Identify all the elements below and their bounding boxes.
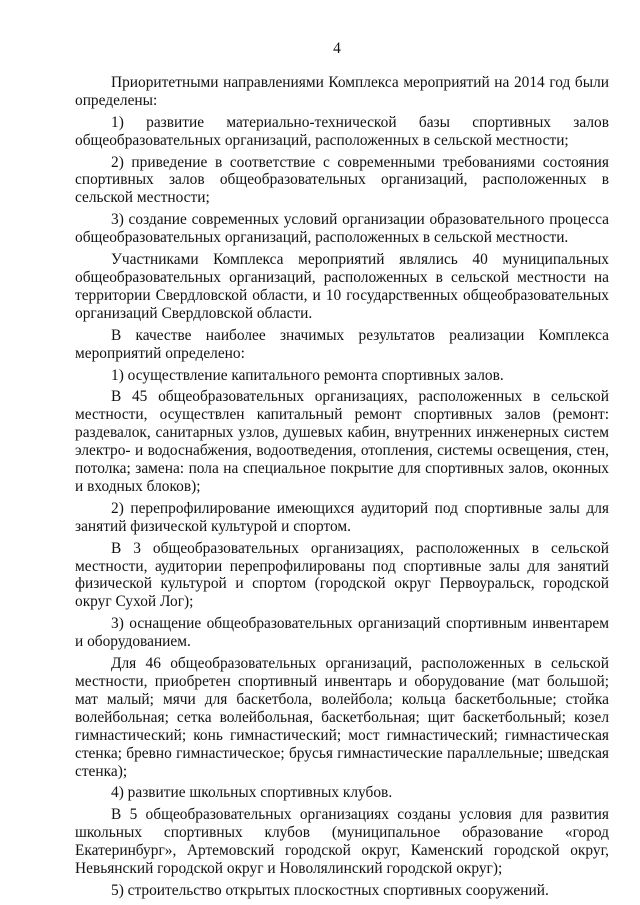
paragraph-result-5: 5) строительство открытых плоскостных спортивных сооружений.: [111, 881, 549, 899]
paragraph-result-4-details: В 5 общеобразовательных организациях созданы условия для развития школьных спортивных клубов (муниципальное образование «город Екатеринбург», Артемовский городской округ, Каменский городской округ, Невьянский городской округ и Новолялинский городской округ);: [75, 806, 609, 878]
paragraph-result-4: 4) развитие школьных спортивных клубов.: [111, 784, 393, 802]
paragraph-result-3: 3) оснащение общеобразовательных организаций спортивным инвентарем и оборудованием.: [75, 615, 609, 651]
paragraph-result-1-details: В 45 общеобразовательных организациях, расположенных в сельской местности, осуществлен капитальный ремонт спортивных залов (ремонт: раздевалок, санитарных узлов, душевых кабин, внутренних инженерных систем электро- и водоснабжения, водоотведения, отопления, системы освещения, стен, потолка; замена: пола на специальное покрытие для спортивных залов, оконных и входных блоков);: [75, 388, 609, 495]
paragraph-result-2: 2) перепрофилирование имеющихся аудиторий под спортивные залы для занятий физической культурой и спортом.: [75, 499, 609, 535]
paragraph-priority-2: 2) приведение в соответствие с современными требованиями состояния спортивных залов общеобразовательных организаций, расположенных в сельской местности;: [75, 153, 609, 207]
page-number: 4: [333, 40, 341, 57]
paragraph-priority-3: 3) создание современных условий организации образовательного процесса общеобразовательных организаций, расположенных в сельской местности.: [75, 211, 609, 247]
paragraph-result-1: 1) осуществление капитального ремонта спортивных залов.: [111, 366, 504, 384]
paragraph-result-3-details: Для 46 общеобразовательных организаций, расположенных в сельской местности, приобретен спортивный инвентарь и оборудование (мат большой; мат малый; мячи для баскетбола, волейбола; кольца баскетбольные; стойка волейбольная; сетка волейбольная, баскетбольная; щит баскетбольный; козел гимнастический; конь гимнастический; мост гимнастический; гимнастическая стенка; бревно гимнастическое; брусья гимнастические параллельные; шведская стенка);: [75, 655, 609, 780]
document-page: [75, 40, 609, 904]
paragraph-results-intro: В качестве наиболее значимых результатов реализации Комплекса мероприятий определено:: [75, 326, 609, 362]
paragraph-priority-1: 1) развитие материально-технической базы спортивных залов общеобразовательных организаций, расположенных в сельской местности;: [75, 113, 609, 149]
paragraph-priorities-intro: Приоритетными направлениями Комплекса мероприятий на 2014 год были определены:: [75, 73, 609, 109]
paragraph-participants: Участниками Комплекса мероприятий являлись 40 муниципальных общеобразовательных организаций, расположенных в сельской местности на территории Свердловской области, и 10 государственных общеобразовательных организаций Свердловской области.: [75, 251, 609, 322]
paragraph-result-2-details: В 3 общеобразовательных организациях, расположенных в сельской местности, аудитории перепрофилированы под спортивные залы для занятий физической культурой и спортом (городской округ Первоуральск, городской округ Сухой Лог);: [75, 539, 609, 611]
